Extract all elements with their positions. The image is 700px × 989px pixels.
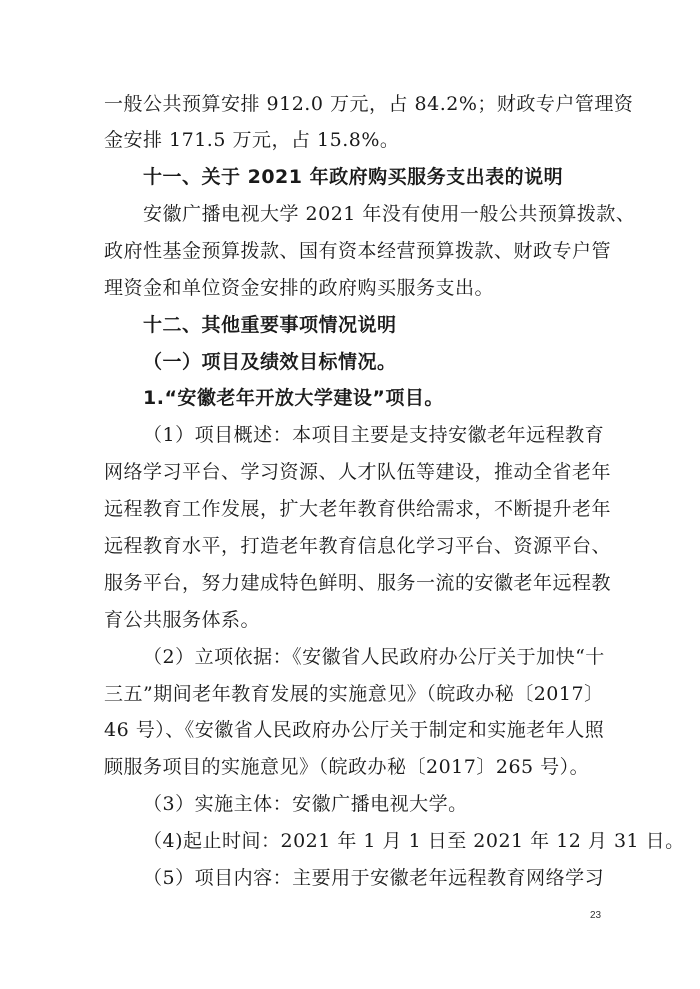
paragraph-line: 远程教育水平，打造老年教育信息化学习平台、资源平台、 (104, 535, 612, 557)
section-heading-12: 十二、其他重要事项情况说明 (143, 314, 397, 336)
paragraph-line: （1）项目概述：本项目主要是支持安徽老年远程教育 (143, 424, 605, 446)
paragraph-line: 远程教育工作发展，扩大老年教育供给需求，不断提升老年 (104, 498, 612, 520)
paragraph-line: 一般公共预算安排 912.0 万元，占 84.2%；财政专户管理资 (104, 93, 634, 115)
section-heading-11: 十一、关于 2021 年政府购买服务支出表的说明 (143, 166, 564, 188)
paragraph-line: （3）实施主体：安徽广播电视大学。 (143, 793, 468, 815)
paragraph-line: （5）项目内容：主要用于安徽老年远程教育网络学习 (143, 867, 605, 889)
paragraph-line: 育公共服务体系。 (104, 609, 261, 631)
paragraph-line: 安徽广播电视大学 2021 年没有使用一般公共预算拨款、 (143, 203, 636, 225)
paragraph-line: 三五”期间老年教育发展的实施意见》（皖政办秘〔2017〕 (104, 683, 604, 705)
paragraph-line: （4)起止时间：2021 年 1 月 1 日至 2021 年 12 月 31 日。 (143, 830, 685, 852)
page-number: 23 (590, 910, 602, 921)
paragraph-line: 政府性基金预算拨款、国有资本经营预算拨款、财政专户管 (104, 240, 612, 262)
paragraph-line: 46 号）、《安徽省人民政府办公厅关于制定和实施老年人照 (104, 719, 605, 741)
paragraph-line: （2）立项依据：《安徽省人民政府办公厅关于加快“十 (143, 646, 605, 668)
paragraph-line: 顾服务项目的实施意见》（皖政办秘〔2017〕265 号）。 (104, 756, 590, 778)
paragraph-line: 金安排 171.5 万元，占 15.8%。 (104, 129, 400, 151)
paragraph-line: 理资金和单位资金安排的政府购买服务支出。 (104, 277, 495, 299)
paragraph-line: 网络学习平台、学习资源、人才队伍等建设，推动全省老年 (104, 461, 612, 483)
item-heading: 1.“安徽老年开放大学建设”项目。 (143, 387, 444, 409)
paragraph-line: 服务平台，努力建成特色鲜明、服务一流的安徽老年远程教 (104, 572, 612, 594)
subsection-heading: （一）项目及绩效目标情况。 (143, 351, 397, 373)
